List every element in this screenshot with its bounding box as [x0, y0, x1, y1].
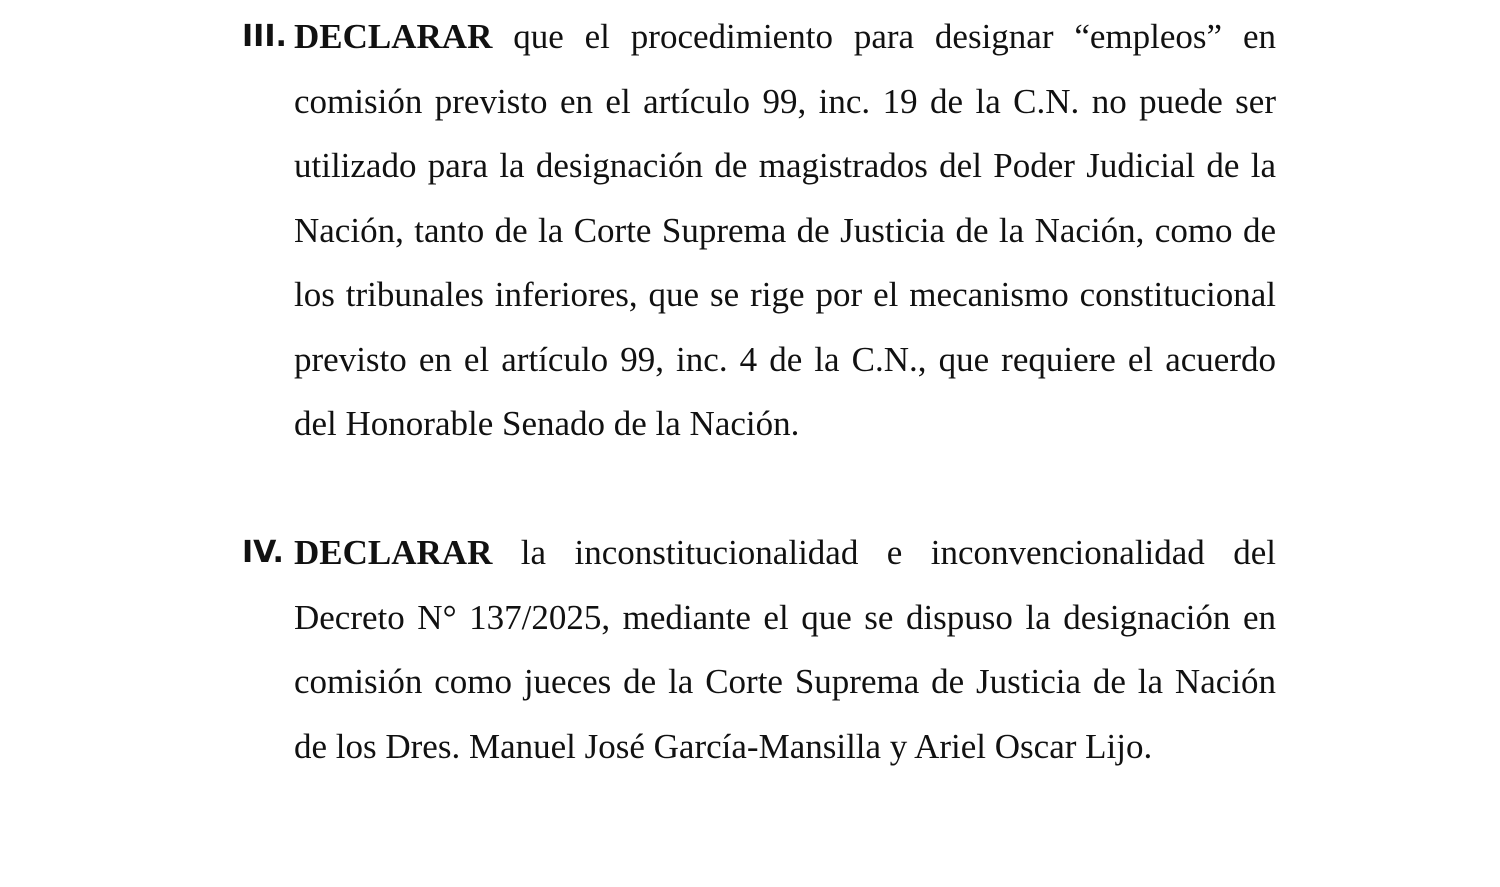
item-body-text: la inconstitucionalidad e inconvencionalidad del Decreto N° 137/2025, mediante el que se dispuso la designación en comisión como jueces de la Corte Suprema de Justicia de la Nación de los Dres. Manuel José García-Mansilla y Ariel Oscar Lijo. — [294, 533, 1276, 766]
item-numeral: IV. — [242, 535, 284, 570]
item-paragraph — [294, 5, 1276, 457]
resolution-item-iv — [242, 521, 1276, 779]
resolution-item-iii — [242, 5, 1276, 457]
item-lead-verb: DECLARAR — [294, 17, 493, 56]
item-body-text: que el procedimiento para designar “empleos” en comisión previsto en el artículo 99, inc. 19 de la C.N. no puede ser utilizado para la designación de magistrados del Poder Judicial de la Nación, tanto de la Corte Suprema de Justicia de la Nación, como de los tribunales inferiores, que se rige por el mecanismo constitucional previsto en el artículo 99, inc. 4 de la C.N., que requiere el acuerdo del Honorable Senado de la Nación. — [294, 17, 1276, 443]
item-numeral: III. — [242, 19, 287, 54]
item-paragraph — [294, 521, 1276, 779]
item-lead-verb: DECLARAR — [294, 533, 493, 572]
